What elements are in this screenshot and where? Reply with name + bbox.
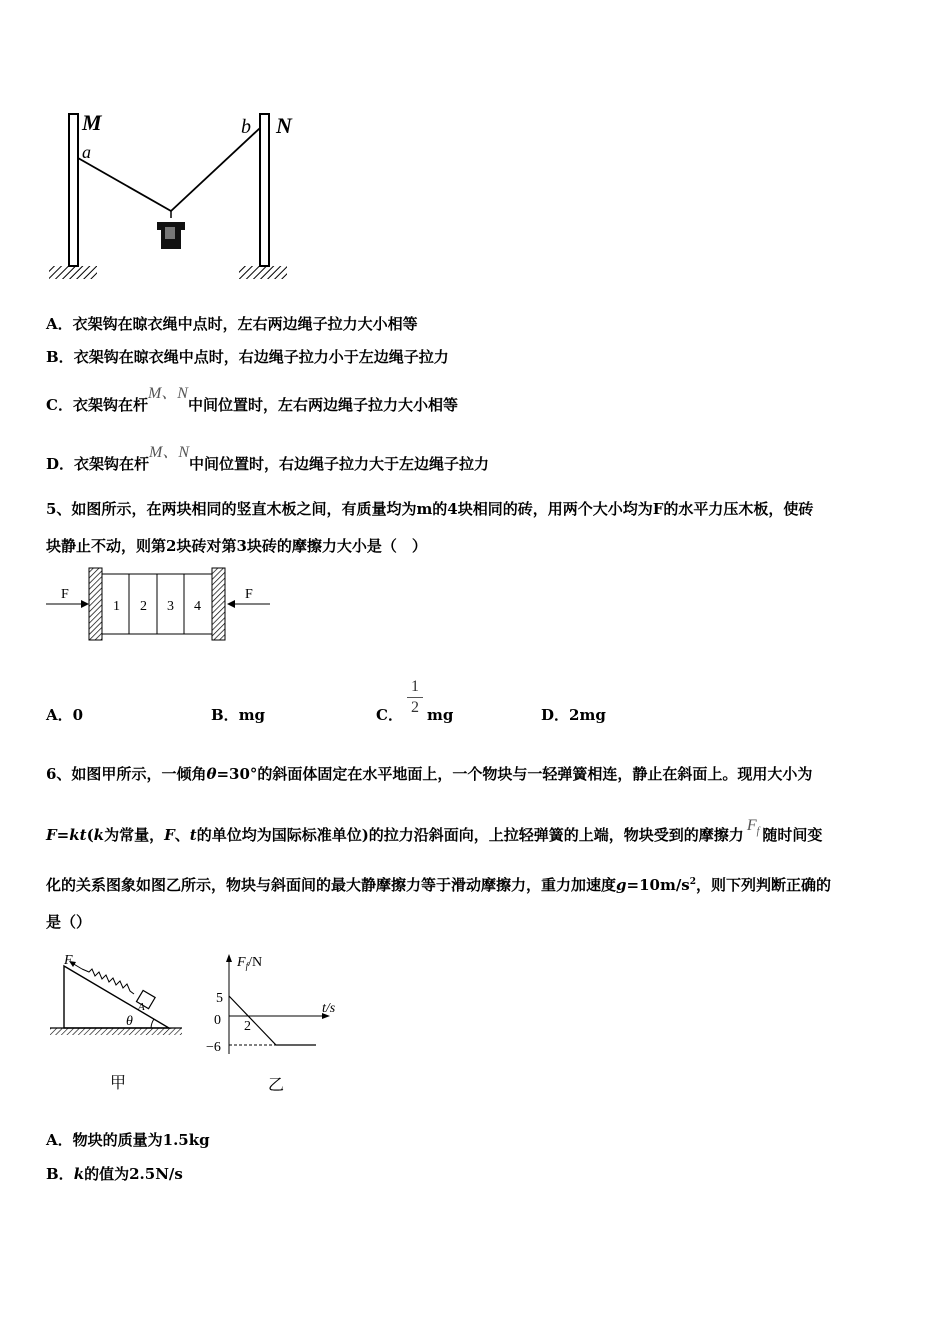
theta-label: θ bbox=[126, 1014, 133, 1029]
q4-option-c: C．衣架钩在杆M、N中间位置时，左右两边绳子拉力大小相等 bbox=[46, 385, 458, 414]
q6-stem-line4: 是（） bbox=[46, 913, 92, 931]
q5-stem-line2: 块静止不动，则第2块砖对第3块砖的摩擦力大小是（ ） bbox=[46, 537, 427, 555]
q6-stem-line3: 化的关系图象如图乙所示，物块与斜面间的最大静摩擦力等于滑动摩擦力，重力加速度$g=10m/s^2$，则下列判断正确的 bbox=[46, 876, 832, 894]
q6-stem-line1: 6、如图甲所示，一倾角θ=30°的斜面体固定在水平地面上，一个物块与一轻弹簧相连，静止在斜面上。现用大小为 bbox=[46, 765, 813, 783]
tick-5: 5 bbox=[216, 991, 223, 1006]
q5-option-c: C． mg bbox=[376, 706, 454, 724]
q5-stem-line1: 5、如图所示，在两块相同的竖直木板之间，有质量均为m的4块相同的砖，用两个大小均为F的水平力压木板，使砖 bbox=[46, 500, 814, 518]
shirt-icon bbox=[157, 222, 185, 249]
math-mn: M、N bbox=[147, 385, 188, 402]
tick-0: 0 bbox=[214, 1013, 221, 1028]
q5-option-d: D．2mg bbox=[541, 706, 606, 724]
rope-right bbox=[171, 128, 260, 211]
q6-option-a: A．物块的质量为1.5kg bbox=[46, 1131, 210, 1149]
q6-option-b: B．k的值为2.5N/s bbox=[46, 1165, 183, 1183]
q4-option-b: B．衣架钩在晾衣绳中点时，右边绳子拉力小于左边绳子拉力 bbox=[46, 348, 449, 366]
label-m: M bbox=[82, 110, 102, 135]
q6-stem-line2: F=kt(k为常量，F、t的单位均为国际标准单位)的拉力沿斜面向，上拉轻弹簧的上端，物块受到的摩擦力$F_f$ 随时间变 bbox=[46, 817, 823, 844]
fraction-half: 1 2 bbox=[407, 678, 423, 717]
angle-arc bbox=[151, 1019, 154, 1028]
q5-option-a: A．0 bbox=[46, 706, 84, 724]
math-ff: $F_f$ bbox=[746, 817, 760, 838]
rope-left bbox=[78, 158, 171, 211]
tick-2: 2 bbox=[244, 1019, 251, 1034]
incline-figure bbox=[44, 950, 194, 1045]
bricks-figure bbox=[44, 566, 274, 646]
ground-right bbox=[239, 266, 287, 279]
brick-1: 1 bbox=[113, 599, 120, 614]
q5-option-b: B．mg bbox=[211, 706, 266, 724]
friction-graph bbox=[196, 950, 351, 1065]
q4-option-d: D．衣架钩在杆M、N中间位置时，右边绳子拉力大于左边绳子拉力 bbox=[46, 444, 490, 473]
force-label-right: F bbox=[245, 587, 253, 602]
label-n: N bbox=[276, 113, 292, 138]
pole-n bbox=[260, 114, 269, 266]
math-mn: M、N bbox=[149, 444, 190, 461]
ground-left bbox=[49, 266, 97, 279]
board-right bbox=[212, 568, 225, 640]
brick-3: 3 bbox=[167, 599, 174, 614]
ground bbox=[50, 1028, 182, 1035]
q4-option-a: A．衣架钩在晾衣绳中点时，左右两边绳子拉力大小相等 bbox=[46, 315, 418, 333]
friction-line bbox=[229, 996, 316, 1045]
block-a-label: A bbox=[138, 1001, 145, 1013]
pole-m bbox=[69, 114, 78, 266]
board-left bbox=[89, 568, 102, 640]
tick-minus6: −6 bbox=[206, 1040, 221, 1055]
caption-yi: 乙 bbox=[268, 1075, 285, 1094]
force-label-left: F bbox=[61, 587, 69, 602]
clothesline-figure bbox=[44, 106, 304, 286]
label-a: a bbox=[82, 142, 91, 162]
brick-2: 2 bbox=[140, 599, 147, 614]
caption-jia: 甲 bbox=[110, 1073, 127, 1092]
x-axis-label: t/s bbox=[322, 1001, 336, 1016]
y-axis-label: $F_f/N$ bbox=[237, 955, 263, 971]
brick-4: 4 bbox=[194, 599, 201, 614]
label-b: b bbox=[241, 116, 251, 138]
force-label: F bbox=[64, 953, 73, 968]
